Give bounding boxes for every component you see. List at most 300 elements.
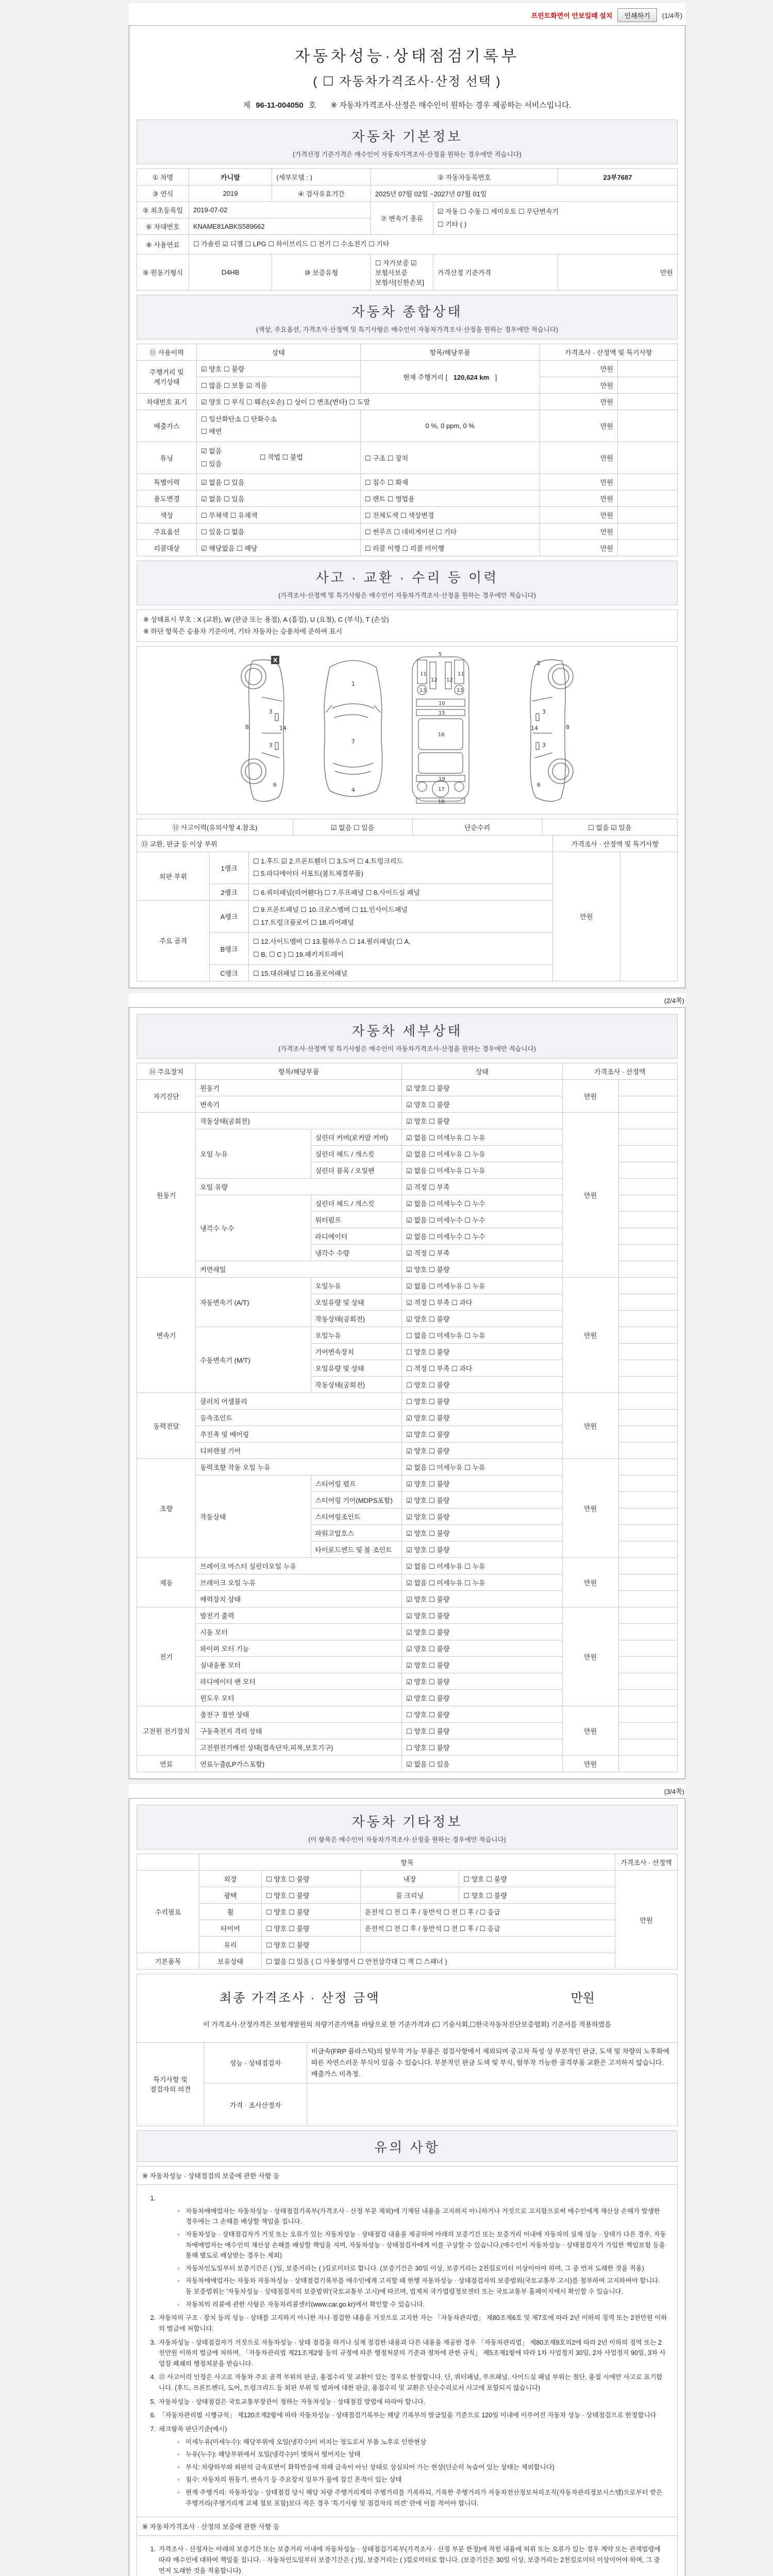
tuning-kind-checkboxes[interactable]: ☐ 구조 ☐ 장치 xyxy=(360,442,540,474)
device-group: 원동기 xyxy=(137,1112,196,1277)
item-label: 원동기 xyxy=(196,1079,402,1096)
status-checkboxes[interactable]: ☑ 양호 ☐ 불량 xyxy=(402,1590,563,1607)
svg-text:6: 6 xyxy=(537,781,541,788)
price-cell: 만원 xyxy=(562,1277,618,1393)
overall-condition-table xyxy=(137,344,678,557)
status-checkboxes[interactable]: ☑ 없음 ☐ 미세누수 ☐ 누수 xyxy=(402,1195,563,1211)
car-name: 카니발 xyxy=(189,169,272,185)
svg-text:7: 7 xyxy=(351,738,355,745)
tuning-exist[interactable]: ☐ 있음 xyxy=(200,460,222,468)
tuning-checkboxes[interactable] xyxy=(196,442,360,474)
status-checkboxes[interactable]: ☑ 양호 ☐ 불량 xyxy=(402,1442,563,1459)
status-checkboxes[interactable]: ☑ 없음 ☐ 미세누수 ☐ 누수 xyxy=(402,1211,563,1228)
note-bullet: 자동차성능 · 상태점검자가 거짓 또는 오류가 있는 자동차성능 · 상태점검 내용을 제공하여 아래의 보증기간 또는 보증거리 이내에 자동차의 실제 성능 · 상태가 다른 경우, 자동차매매업자는 매수인의 재산상 손해를 배상할 책임을 지며, 자동차성능 · 상태점검자에게 이를 구상할 수 있습니다.(매수인이 자동차성능 · 상태점검자가 가입한 책임보험 등을 통해 별도로 배상받는 경우는 제외) xyxy=(186,2230,666,2260)
status-checkboxes[interactable]: ☐ 양호 ☐ 불량 xyxy=(402,1376,563,1393)
subitem-label: 실린더 헤드 / 개스킷 xyxy=(311,1195,402,1211)
rank1-line2[interactable]: ☐ 5.라디에이터 서포트(볼트체결부품) xyxy=(253,870,364,878)
subitem-label: 오일유량 및 상태 xyxy=(311,1294,402,1310)
row-label: 주행거리 및 계기상태 xyxy=(137,360,197,393)
wheel-position-checkboxes[interactable]: 운전석 ☐ 전 ☐ 후 / 동반석 ☐ 전 ☐ 후 / ☐ 응급 xyxy=(360,1903,615,1920)
fuel-type-checkboxes[interactable]: ☐ 가솔린 ☑ 디젤 ☐ LPG ☐ 하이브리드 ☐ 전기 ☐ 수소전기 ☐ 기타 xyxy=(189,235,677,255)
status-checkboxes[interactable]: ☑ 양호 ☐ 불량 xyxy=(402,1656,563,1673)
report-title: 자동차성능·상태점검기록부 xyxy=(295,48,519,65)
emission-line1[interactable]: ☐ 일산화탄소 ☐ 탄화수소 xyxy=(200,415,277,423)
doc-number-line xyxy=(137,99,678,110)
emission-line2[interactable]: ☐ 매연 xyxy=(200,428,222,436)
note-num: 6. xyxy=(150,2412,156,2419)
status-checkboxes[interactable]: ☑ 없음 ☐ 미세누유 ☐ 누유 xyxy=(402,1574,563,1590)
blank-cell xyxy=(618,1689,677,1706)
subitem-label: 냉각수 수량 xyxy=(311,1244,402,1261)
blank-cell xyxy=(618,1294,677,1310)
legend-line1: ※ 상태표시 부호 : X (교환), W (판금 또는 용접), A (흠집), U (요철), C (부식), T (손상) xyxy=(143,616,389,624)
col-header: 가격조사 · 산정액 및 특기사항 xyxy=(540,344,677,360)
item-label: 룸 크리닝 xyxy=(360,1887,459,1903)
final-price-unit: 만원 xyxy=(570,1991,595,2005)
note-num: 1. xyxy=(150,2195,156,2202)
item-label: 라디에이터 팬 모터 xyxy=(196,1673,402,1689)
item-label: 동력조향 작동 오일 누유 xyxy=(196,1459,402,1475)
price-cell: 만원 xyxy=(540,507,617,523)
subitem-label: 실린더 블록 / 오일팬 xyxy=(311,1162,402,1178)
item-label: 작동상태 xyxy=(196,1475,311,1557)
engine-type: D4HB xyxy=(189,254,272,290)
subitem-label: 파워고압호스 xyxy=(311,1524,402,1541)
row-label: 배출가스 xyxy=(137,410,197,442)
notes-a-body: 1. ◦ 자동차매매업자는 자동차성능 · 상태점검기록부(가격조사 · 산정 부분 제외)에 기재된 내용을 고지하지 아니하거나 거짓으로 고지함으로써 매수인에게 재산상 손해가 발생한 경우에는 그 손해를 배상할 책임을 집니다. ◦ 자동차성능 · 상태점검자가 거짓 또는 오류가 있는 자동차성능 · 상태점검 내용을 제공하여 아래의 보증기간 또는 보증거리 이내에 자동차의 실제 성능 · 상태가 다른 경우, 자동차매매업자는 매수인의 재산상 손해를 배상할 책임을 지며, 자동차성능 · 상태점검자에게 이를 구상할 수 있습니다.(매수인이 자동차성능 · 상태점검자가 가입한 책임보험 등을 통해 별도로 배상받는 경우는 제외) ◦ 자동차인도일부터 보증기간은 ( )일, 보증거리는 ( )킬로미터로 합니다. (보증기간은 30일 이상, 보증거리는 2천킬로미터 이상이어야 하며, 그 중 먼저 도래한 것을 적용) ◦ 자동차매매업자는 자동차 자동차성능 · 상태점검기록부를 매수인에게 고지할 때 현행 자동차성능 · 상태점검자의 보증범위(국토교통부 고시)를 첨부하여 고지하여야 합니다. 동 보증범위는 '자동차성능 · 상태점검자의 보증범위'(국토교통부 고시)에 따르며, 법제처 국가법령정보센터 또는 국토교통부 홈페이지에서 확인할 수 있습니다. ◦ 자동차의 리콜에 관한 사항은 자동차리콜센터(www.car.go.kr)에서 확인할 수 있습니다. 2. 자동차의 구조 · 장치 등의 성능 · 상태를 고지하지 아니한 자나 점검한 내용을 거짓으로 고지한 자는 「자동차관리법」 제80조제6호 및 제7호에 따라 2년 이하의 징역 또는 2천만원 이하의 벌금에 처합니다. 3. 자동차성능 · 상태점검자가 거짓으로 자동차성능 · 상태 점검을 하거나 실제 점검한 내용과 다른 내용을 제공한 경우 「자동차관리법」 제80조제9호의2에 따라 2년 이하의 징역 또는 2천만원 이하의 벌금에 처하며, 「자동차관리법 제21조제2항 등의 규정에 따른 행정처분의 기준과 절차에 관한 규칙」 제5조제1항에 따라 1차 사업정지 30일, 2차 사업정지 90일, 3차 사업장 폐쇄의 행정처분을 받습니다. 4. ⑫ 사고이력 인정은 사고로 자동차 주요 골격 부위의 판금, 용접수리 및 교환이 있는 경우로 한정합니다. 단, 쿼터패널, 루프패널, 사이드실 패널 부위는 절단, 용접 시에만 사고로 표기합니다. (후드, 프론트펜더, 도어, 트렁크리드 등 외판 부위 및 범퍼에 대한 판금, 용접수리 및 교환은 단순수리로서 사고에 포함되지 않습니다) 5. 자동차성능 · 상태점검은 국토교통부장관이 정하는 자동차성능 · 상태점검 방법에 따라야 합니다. 6. 「자동차관리법 시행규칙」 제120조제2항에 따라 자동차성능 · 상태점검기록부는 해당 기록부의 발급일을 기준으로 120일 이내에 이루어진 자동차 성능 · 상태점검으로 한정합니다 7. 체크항목 판단기준(예시) ◦ 미세누유(미세누수): 해당부위에 오일(냉각수)이 비치는 정도로서 부품 노후로 인한현상 ◦ 누유(누수): 해당부위에서 오일(냉각수)이 맺혀서 떨어지는 상태 ◦ 부식: 차량하부와 외판의 금속표면이 화학반응에 의해 금속이 아닌 상태로 상실되어 가는 현상(단순히 녹슬어 있는 상태는 제외합니다) ◦ 침수: 자동차의 원동기, 변속기 등 주요장치 일부가 물에 잠긴 흔적이 있는 상태 ◦ 현재 주행거리: 자동차성능 · 상태점검 당시 해당 차량 주행거리계의 주행거리를 기록하되, 기록한 주행거리가 자동차전산정보처리조직(자동차관리정보시스템)으로부터 받은 주행거리(주행거리계 교체 정보 포함)보다 적은 경우 '특기사항 및 점검자의 의견' 란에 이를 적어야 합니다. xyxy=(137,2185,677,2517)
price-cell: 만원 xyxy=(540,523,617,540)
item-label: 광택 xyxy=(199,1887,262,1903)
final-price-label: 최종 가격조사 · 산정 금액 xyxy=(220,1991,380,2005)
blank-cell xyxy=(618,1755,677,1772)
status-checkboxes[interactable]: ☑ 양호 ☐ 불량 xyxy=(402,1541,563,1557)
blank-cell xyxy=(618,1442,677,1459)
price-cell: 만원 xyxy=(562,1393,618,1459)
item-label: 작동상태(공회전) xyxy=(196,1112,402,1129)
note-text: 자동차성능 · 상태점검자가 거짓으로 자동차성능 · 상태 점검을 하거나 실제 점검한 내용과 다른 내용을 제공한 경우 「자동차관리법」 제80조제9호의2에 따라 2년 이하의 징역 또는 2천만원 이하의 벌금에 처하며, 「자동차관리법 제21조제2항 등의 규정에 따른 행정처분의 기준과 절차에 관한 규칙」 제5조제1항에 따라 1차 사업정지 30일, 2차 사업정지 90일, 3차 사업장 폐쇄의 행정처분을 받습니다. xyxy=(159,2338,666,2367)
device-group: 제동 xyxy=(137,1557,196,1607)
status-checkboxes[interactable]: ☐ 양호 ☐ 불량 xyxy=(402,1706,563,1722)
blank-cell xyxy=(618,1492,677,1508)
tire-position-checkboxes[interactable]: 운전석 ☐ 전 ☐ 후 / 동반석 ☐ 전 ☐ 후 / ☐ 응급 xyxy=(360,1920,615,1936)
blank-cell xyxy=(617,393,677,410)
section-title: 자동차 기타정보 xyxy=(351,1814,463,1829)
device-group: 자기진단 xyxy=(137,1079,196,1112)
blank-cell xyxy=(618,1541,677,1557)
subitem-label: 작동상태(공회전) xyxy=(311,1376,402,1393)
special-history-checkboxes[interactable]: ☑ 없음 ☐ 있음 xyxy=(196,474,360,490)
rankA-line2[interactable]: ☐ 17.트렁크플로어 ☐ 18.리어패널 xyxy=(253,918,354,926)
status-checkboxes[interactable]: ☑ 양호 ☐ 불량 xyxy=(402,1689,563,1706)
blank-cell xyxy=(618,1211,677,1228)
status-checkboxes[interactable]: ☑ 양호 ☐ 불량 xyxy=(402,1310,563,1327)
blank-cell xyxy=(618,1459,677,1475)
blank-cell xyxy=(618,1310,677,1327)
row-label: 차대번호 표기 xyxy=(137,393,197,410)
status-checkboxes[interactable]: ☑ 없음 ☐ 미세누유 ☐ 누유 xyxy=(402,1557,563,1574)
subitem-label: 스티어링조인트 xyxy=(311,1508,402,1524)
blank-cell xyxy=(618,1162,677,1178)
status-checkboxes[interactable]: ☑ 적정 ☐ 부족 xyxy=(402,1178,563,1195)
transmission-options-line2[interactable]: ☐ 기타 ( ) xyxy=(437,220,467,228)
note-num: 3. xyxy=(150,2338,156,2346)
damage-mark-x: X xyxy=(273,656,278,664)
transmission-type-checkboxes[interactable] xyxy=(433,202,677,235)
price-cell: 만원 xyxy=(562,1112,618,1277)
status-checkboxes[interactable]: ☑ 양호 ☐ 불량 xyxy=(402,1112,563,1129)
detail-condition-table xyxy=(137,1063,678,1772)
field-label: ⑧ 사용연료 xyxy=(137,235,189,255)
blank-cell xyxy=(618,1178,677,1195)
price-cell: 만원 xyxy=(540,393,617,410)
item-label: 연료누출(LP가스포함) xyxy=(196,1755,402,1772)
status-checkboxes[interactable]: ☑ 양호 ☐ 불량 xyxy=(402,1524,563,1541)
price-cell: 만원 xyxy=(552,852,620,981)
status-checkboxes[interactable]: ☐ 양호 ☐ 불량 xyxy=(402,1343,563,1360)
item-label: 클러치 어셈블리 xyxy=(196,1393,402,1409)
item-label: 배력장치 상태 xyxy=(196,1590,402,1607)
item-label: 오일 누유 xyxy=(196,1129,311,1178)
special-history-kind[interactable]: ☐ 침수 ☐ 화재 xyxy=(360,474,540,490)
blank-cell xyxy=(617,377,677,393)
rankA-line1[interactable]: ☐ 9.프론트패널 ☐ 10.크로스멤버 ☐ 11.인사이드패널 xyxy=(253,906,408,913)
col-header: ⑪ 사용이력 xyxy=(137,344,197,360)
device-group: 연료 xyxy=(137,1755,196,1772)
accident-checkboxes[interactable]: ☑ 없음 ☐ 있음 xyxy=(293,819,412,835)
usage-change-kind[interactable]: ☐ 렌트 ☐ 영업용 xyxy=(360,490,540,507)
mileage-post: ] xyxy=(495,373,497,381)
legend-line2: ※ 하단 항목은 승용차 기준이며, 기타 자동차는 승용차에 준하여 표시 xyxy=(143,627,343,635)
blank-cell xyxy=(618,1739,677,1755)
current-mileage xyxy=(360,360,540,393)
note-num: 5. xyxy=(150,2398,156,2405)
status-checkboxes[interactable]: ☑ 양호 ☐ 불량 xyxy=(402,1261,563,1277)
item-label: 수동변속기 (M/T) xyxy=(196,1327,311,1393)
tuning-legal-checkboxes[interactable]: ☐ 적법 ☐ 불법 xyxy=(259,453,303,462)
rank2-checkboxes[interactable]: ☐ 6.쿼터패널(리어휀다) ☐ 7.루프패널 ☐ 8.사이드실 패널 xyxy=(248,884,552,901)
price-cell: 만원 xyxy=(562,1755,618,1772)
emission-values: 0 %, 0 ppm, 0 % xyxy=(360,410,540,442)
item-label: 고전원전기배선 상태(접속단자,피복,보호기구) xyxy=(196,1739,402,1755)
price-cell: 만원 xyxy=(540,442,617,474)
svg-text:6: 6 xyxy=(273,781,277,788)
status-checkboxes[interactable]: ☑ 양호 ☐ 불량 xyxy=(402,1079,563,1096)
row-label: 리콜대상 xyxy=(137,540,197,556)
svg-text:17: 17 xyxy=(438,786,445,792)
rankB-checkboxes[interactable] xyxy=(248,933,552,964)
svg-text:8: 8 xyxy=(245,723,249,731)
col-header: 가격조사 · 산정액 xyxy=(562,1063,677,1079)
note-bullet: 자동차의 리콜에 관한 사항은 자동차리콜센터(www.car.go.kr)에서 확인할 수 있습니다. xyxy=(186,2300,425,2308)
blank-cell xyxy=(617,360,677,377)
status-checkboxes[interactable]: ☑ 적정 ☐ 부족 xyxy=(402,1244,563,1261)
blank-cell xyxy=(618,1607,677,1623)
print-install-hint[interactable]: 프린트화면이 안보일때 설치 xyxy=(531,12,613,20)
row-label: ⑫ 사고이력(유의사항 4.참조) xyxy=(137,819,293,835)
svg-text:18: 18 xyxy=(438,799,445,805)
opinion-label: 특기사항 및 점검자의 의견 xyxy=(137,2042,204,2126)
section-subtitle: (가격조사·산정액 및 특기사항은 매수인이 자동차가격조사·산정을 원하는 경우에만 적습니다) xyxy=(278,1045,536,1053)
rankA-checkboxes[interactable] xyxy=(248,901,552,933)
field-label: ⑩ 보증유형 xyxy=(272,254,371,290)
group-label: 주요 골격 xyxy=(137,901,210,981)
price-cell: 만원 xyxy=(562,1607,618,1706)
status-checkboxes[interactable]: ☑ 양호 ☐ 불량 xyxy=(402,1492,563,1508)
blank-cell xyxy=(618,1195,677,1211)
status-checkboxes[interactable]: ☑ 없음 ☐ 미세누유 ☐ 누유 xyxy=(402,1277,563,1294)
price-cell: 만원 xyxy=(562,1557,618,1607)
blank-cell xyxy=(618,1277,677,1294)
basic-info-table xyxy=(137,168,678,291)
field-label: ⑦ 변속기 종류 xyxy=(371,202,433,235)
fender-2-label: 2 xyxy=(537,659,541,667)
blank-cell xyxy=(617,507,677,523)
subitem-label: 작동상태(공회전) xyxy=(311,1310,402,1327)
rank-label: A랭크 xyxy=(210,901,249,933)
field-label: ③ 연식 xyxy=(137,185,189,202)
status-checkboxes[interactable]: ☑ 적정 ☐ 부족 ☐ 과다 xyxy=(402,1294,563,1310)
rank1-line1[interactable]: ☐ 1.후드 ☑ 2.프론트휀더 ☐ 3.도어 ☐ 4.트렁크리드 xyxy=(253,857,403,865)
panel-page-1 xyxy=(129,25,685,988)
blank-cell xyxy=(618,1706,677,1722)
item-label: 추진축 및 베어링 xyxy=(196,1426,402,1442)
field-label: ⑥ 차대번호 xyxy=(137,218,189,235)
status-checkboxes[interactable]: ☑ 양호 ☐ 불량 xyxy=(402,1508,563,1524)
blank-cell xyxy=(618,1722,677,1739)
price-cell: 만원 xyxy=(562,1706,618,1755)
price-cell: 만원 xyxy=(562,1079,618,1112)
tuning-none[interactable]: ☑ 없음 xyxy=(200,447,222,455)
device-group: 동력전달 xyxy=(137,1393,196,1459)
model-year: 2019 xyxy=(189,185,272,202)
svg-text:1: 1 xyxy=(351,680,355,687)
item-label: 휠 xyxy=(199,1903,262,1920)
status-checkboxes[interactable]: ☐ 양호 ☐ 불량 xyxy=(402,1739,563,1755)
section-notes xyxy=(137,2130,678,2162)
svg-text:15: 15 xyxy=(439,710,445,716)
item-label: 냉각수 누수 xyxy=(196,1195,311,1261)
doc-no-suffix: 호 xyxy=(308,101,316,110)
options-checkboxes[interactable]: ☐ 있음 ☐ 없음 xyxy=(196,523,360,540)
status-checkboxes[interactable]: ☑ 양호 ☐ 불량 xyxy=(402,1623,563,1640)
blank-cell xyxy=(617,474,677,490)
status-checkboxes[interactable]: ☐ 양호 ☐ 불량 xyxy=(262,1903,361,1920)
item-label: 보유상태 xyxy=(199,1953,262,1969)
appraiser-opinion-text xyxy=(307,2083,678,2126)
vehicle-diagram-box xyxy=(137,646,678,815)
price-cell: 만원 xyxy=(540,360,617,377)
status-checkboxes[interactable]: ☑ 양호 ☐ 불량 xyxy=(402,1096,563,1112)
status-checkboxes[interactable]: ☑ 양호 ☐ 불량 xyxy=(402,1673,563,1689)
section-subtitle: (이 항목은 매수인이 자동차가격조사·산정을 원하는 경우에만 적습니다) xyxy=(308,1836,506,1843)
blank-cell xyxy=(618,1508,677,1524)
note-num: 1. xyxy=(150,2546,156,2553)
blank-cell xyxy=(618,1475,677,1492)
notes-a-title: ※ 자동차성능 · 상태점검의 보증에 관한 사항 등 xyxy=(137,2166,677,2185)
col-header: 항목/해당부품 xyxy=(196,1063,402,1079)
blank-cell xyxy=(618,1393,677,1409)
note-text: 「자동차관리법 시행규칙」 제120조제2항에 따라 자동차성능 · 상태점검기록부는 해당 기록부의 발급일을 기준으로 120일 이내에 이루어진 자동차 성능 · 상태점검으로 한정합니다 xyxy=(159,2412,657,2419)
status-checkboxes[interactable]: ☑ 양호 ☐ 불량 xyxy=(402,1426,563,1442)
price-cell: 만원 xyxy=(540,474,617,490)
status-checkboxes[interactable]: ☐ 양호 ☐ 불량 xyxy=(402,1722,563,1739)
col-header: 항목/해당부품 xyxy=(360,344,540,360)
section-title: 유의 사항 xyxy=(374,2140,440,2156)
subitem-label: 라디에이터 xyxy=(311,1228,402,1244)
price-cell: 만원 xyxy=(540,410,617,442)
report-header xyxy=(137,32,678,115)
status-checkboxes[interactable]: ☑ 양호 ☐ 불량 xyxy=(402,1409,563,1426)
notes-b-body xyxy=(137,2536,677,2576)
status-checkboxes[interactable]: ☑ 양호 ☐ 불량 xyxy=(402,1607,563,1623)
group-label: 수리필요 xyxy=(137,1870,199,1953)
status-checkboxes[interactable]: ☐ 없음 ☐ 미세누유 ☐ 누유 xyxy=(402,1327,563,1343)
usage-change-checkboxes[interactable]: ☑ 없음 ☐ 있음 xyxy=(196,490,360,507)
rank-label: 2랭크 xyxy=(210,884,249,901)
svg-text:10: 10 xyxy=(439,700,445,706)
blank-cell xyxy=(618,1656,677,1673)
svg-text:16: 16 xyxy=(438,732,445,738)
status-checkboxes[interactable]: ☐ 적정 ☐ 부족 ☐ 과다 xyxy=(402,1360,563,1376)
rankC-checkboxes[interactable]: ☐ 15.대쉬패널 ☐ 16.플로어패널 xyxy=(248,964,552,981)
status-checkboxes[interactable]: ☑ 없음 ☐ 미세누유 ☐ 누유 xyxy=(402,1129,563,1145)
recall-done-checkboxes[interactable]: ☐ 리콜 이행 ☐ 리콜 미이행 xyxy=(360,540,540,556)
field-label: ⑨ 원동기형식 xyxy=(137,254,189,290)
item-label: 유리 xyxy=(199,1936,262,1953)
group-label: 외판 부위 xyxy=(137,852,210,900)
doc-number: 96-11-004050 xyxy=(256,101,304,110)
field-label: ② 자동차등록번호 xyxy=(371,169,558,185)
subitem-label: 타이로드엔드 및 볼 조인트 xyxy=(311,1541,402,1557)
status-checkboxes[interactable]: ☐ 양호 ☐ 불량 xyxy=(459,1887,615,1903)
panel-page-3 xyxy=(129,1798,685,2576)
options-kind-checkboxes[interactable]: ☐ 썬루프 ☐ 네비게이션 ☐ 기타 xyxy=(360,523,540,540)
col-header: 상태 xyxy=(402,1063,563,1079)
basic-items-checkboxes[interactable]: ☐ 없음 ☐ 있음 ( ☐ 사용설명서 ☐ 안전삼각대 ☐ 잭 ☐ 스패너 ) xyxy=(262,1953,615,1969)
status-checkboxes[interactable]: ☐ 양호 ☐ 불량 xyxy=(262,1887,361,1903)
price-appraisal-select[interactable]: ( ☐ 자동차가격조사·산정 선택 ) xyxy=(313,75,501,89)
status-checkboxes[interactable]: ☑ 양호 ☐ 불량 xyxy=(402,1640,563,1656)
emission-checkboxes[interactable] xyxy=(196,410,360,442)
note-text: 자동차의 구조 · 장치 등의 성능 · 상태를 고지하지 아니한 자나 점검한 내용을 거짓으로 고지한 자는 「자동차관리법」 제80조제6호 및 제7호에 따라 2년 이하의 징역 또는 2천만원 이하의 벌금에 처합니다. xyxy=(159,2314,667,2332)
note-bullet: 자동차인도일부터 보증기간은 ( )일, 보증거리는 ( )킬로미터로 합니다. (보증기간은 30일 이상, 보증거리는 2천킬로미터 이상이어야 하며, 그 중 먼저 도래한 것을 적용) xyxy=(186,2264,644,2272)
svg-text:11: 11 xyxy=(420,671,427,677)
rank-label: 1랭크 xyxy=(210,852,249,884)
row-label: 주요옵션 xyxy=(137,523,197,540)
note-bullet: 자동차매매업자는 자동차성능 · 상태점검기록부(가격조사 · 산정 부분 제외)에 기재된 내용을 고지하지 아니하거나 거짓으로 고지함으로써 매수인에게 재산상 손해가 발생한 경우에는 그 손해를 배상할 책임을 집니다. xyxy=(186,2207,660,2226)
exchange-price-header: 가격조사 · 산정액 및 특기사항 xyxy=(552,835,677,852)
section-title: 자동차 기본정보 xyxy=(351,129,463,144)
blank-cell xyxy=(618,1360,677,1376)
status-checkboxes[interactable]: ☑ 없음 ☐ 미세누수 ☐ 누수 xyxy=(402,1228,563,1244)
section-title: 자동차 종합상태 xyxy=(351,303,463,319)
blank-cell xyxy=(617,490,677,507)
mileage-amount-checkboxes[interactable]: ☐ 많음 ☐ 보통 ☑ 적음 xyxy=(196,377,360,393)
print-button[interactable]: 인쇄하기 xyxy=(617,8,657,22)
inspection-valid-period: 2025년 07월 02일 ~2027년 07월 01일 xyxy=(371,185,677,202)
status-checkboxes[interactable]: ☑ 없음 ☐ 미세누유 ☐ 누유 xyxy=(402,1145,563,1162)
base-price-unit: 만원 xyxy=(558,254,677,290)
svg-text:13: 13 xyxy=(419,687,426,693)
svg-text:8: 8 xyxy=(566,723,569,731)
vin-mark-checkboxes[interactable]: ☑ 양호 ☐ 부식 ☐ 훼손(오손) ☐ 상이 ☐ 변조(변타) ☐ 도말 xyxy=(196,393,540,410)
vehicle-damage-diagram[interactable] xyxy=(222,652,593,806)
inspector-opinion-label: 성능 · 상태점검자 xyxy=(204,2042,307,2083)
note-bullet: 부식: 차량하부와 외판의 금속표면이 화학반응에 의해 금속이 아닌 상태로 상실되어 가는 현상(단순히 녹슬어 있는 상태는 제외합니다) xyxy=(186,2463,554,2471)
item-label: 등속조인트 xyxy=(196,1409,402,1426)
status-checkboxes[interactable]: ☑ 없음 ☐ 미세누유 ☐ 누유 xyxy=(402,1162,563,1178)
blank-cell xyxy=(618,1244,677,1261)
rank-label: C랭크 xyxy=(210,964,249,981)
status-checkboxes[interactable]: ☐ 양호 ☐ 불량 xyxy=(402,1393,563,1409)
print-toolbar xyxy=(129,3,685,25)
item-label: 브레이크 마스터 실린더오일 누유 xyxy=(196,1557,402,1574)
transmission-options-line1[interactable]: ☑ 자동 ☐ 수동 ☐ 세미오토 ☐ 무단변속기 xyxy=(437,207,559,215)
section-subtitle: (가격산정 기준가격은 매수인이 자동차가격조사·산정을 원하는 경우에만 적습니다) xyxy=(293,151,522,158)
rankB-line1[interactable]: ☐ 12.사이드멤버 ☐ 13.휠하우스 ☐ 14.필러패널( ☐ A, xyxy=(253,938,411,946)
warranty-type-checkboxes[interactable]: ☐ 자가보증 ☑ 보험사보증 보험사[신한손보] xyxy=(371,254,433,290)
mileage-value: 120,624 km xyxy=(453,373,490,381)
status-checkboxes[interactable]: ☑ 없음 ☐ 미세누유 ☐ 누유 xyxy=(402,1459,563,1475)
rank1-checkboxes[interactable] xyxy=(248,852,552,884)
subitem-label: 스티어링 펌프 xyxy=(311,1475,402,1492)
col-header: 항목 xyxy=(199,1854,615,1870)
price-cell: 만원 xyxy=(562,1459,618,1557)
item-label: 타이어 xyxy=(199,1920,262,1936)
device-group: 전기 xyxy=(137,1607,196,1706)
recall-checkboxes[interactable]: ☑ 해당없음 ☐ 해당 xyxy=(196,540,360,556)
section-title: 사고 · 교환 · 수리 등 이력 xyxy=(315,570,499,586)
svg-text:14: 14 xyxy=(531,724,538,732)
blank-cell xyxy=(617,442,677,474)
status-checkboxes[interactable]: ☐ 양호 ☐ 불량 xyxy=(459,1870,615,1887)
accident-history-table xyxy=(137,819,678,836)
status-checkboxes[interactable]: ☐ 양호 ☐ 불량 xyxy=(262,1920,361,1936)
note-text: 가격조사 · 산정자는 아래의 보증기간 또는 보증거리 이내에 자동차성능 · 상태점검기록부(가격조사 · 산정 부분 한정)에 적힌 내용에 허위 또는 오류가 있는 경우 계약 또는 관계법령에 따라 매수인에 대하여 책임을 집니다. · 자동차인도일부터 보증기간은 ( )일, 보증거리는 ( )킬로미터로 합니다. (보증기간은 30일 이상, 보증거리는 2천킬로미터 이상이어야 하며, 그 중 먼저 도래한 것을 적용합니다) xyxy=(159,2546,661,2574)
color-checkboxes[interactable]: ☐ 무채색 ☐ 유채색 xyxy=(196,507,360,523)
item-label: 자동변속기 (A/T) xyxy=(196,1277,311,1327)
blank-cell xyxy=(618,1524,677,1541)
first-registration-date: 2019-07-02 xyxy=(189,202,371,218)
mileage-status-checkboxes[interactable]: ☑ 양호 ☐ 불량 xyxy=(196,360,360,377)
appraiser-opinion-label: 가격 · 조사산정자 xyxy=(204,2083,307,2126)
status-checkboxes[interactable]: ☑ 양호 ☐ 불량 xyxy=(402,1475,563,1492)
blank-cell xyxy=(618,1096,677,1112)
row-label: 용도변경 xyxy=(137,490,197,507)
section-subtitle: (색상, 주요옵션, 가격조사·산정액 및 특기사항은 매수인이 자동차가격조사·산정을 원하는 경우에만 적습니다) xyxy=(256,326,559,333)
plate-number: 23부7687 xyxy=(558,169,677,185)
svg-text:11: 11 xyxy=(458,671,464,677)
row-label: 색상 xyxy=(137,507,197,523)
section-etc-info xyxy=(137,1805,678,1850)
svg-text:14: 14 xyxy=(279,724,287,732)
blank-cell xyxy=(620,852,678,981)
page-marker-3: (3/4쪽) xyxy=(129,1784,685,1798)
price-cell: 만원 xyxy=(615,1870,677,1969)
note-num: 4. xyxy=(150,2374,156,2381)
status-checkboxes[interactable]: ☑ 없음 ☐ 있음 xyxy=(402,1755,563,1772)
blank-cell xyxy=(360,1936,615,1953)
status-checkboxes[interactable]: ☐ 양호 ☐ 불량 xyxy=(262,1936,361,1953)
svg-text:19: 19 xyxy=(439,776,445,782)
device-group: 조향 xyxy=(137,1459,196,1557)
rankB-line2[interactable]: ☐ B, ☐ C ) ☐ 19.패키지트레이 xyxy=(253,951,344,959)
status-checkboxes[interactable]: ☐ 양호 ☐ 불량 xyxy=(262,1870,361,1887)
service-notice: ※ 자동차가격조사·산정은 매수인이 원하는 경우 제공하는 서비스입니다. xyxy=(330,101,572,110)
color-change-checkboxes[interactable]: ☐ 전체도색 ☐ 색상변경 xyxy=(360,507,540,523)
doc-no-prefix: 제 xyxy=(243,101,250,110)
simple-repair-checkboxes[interactable]: ☐ 없음 ☑ 있음 xyxy=(542,819,677,835)
